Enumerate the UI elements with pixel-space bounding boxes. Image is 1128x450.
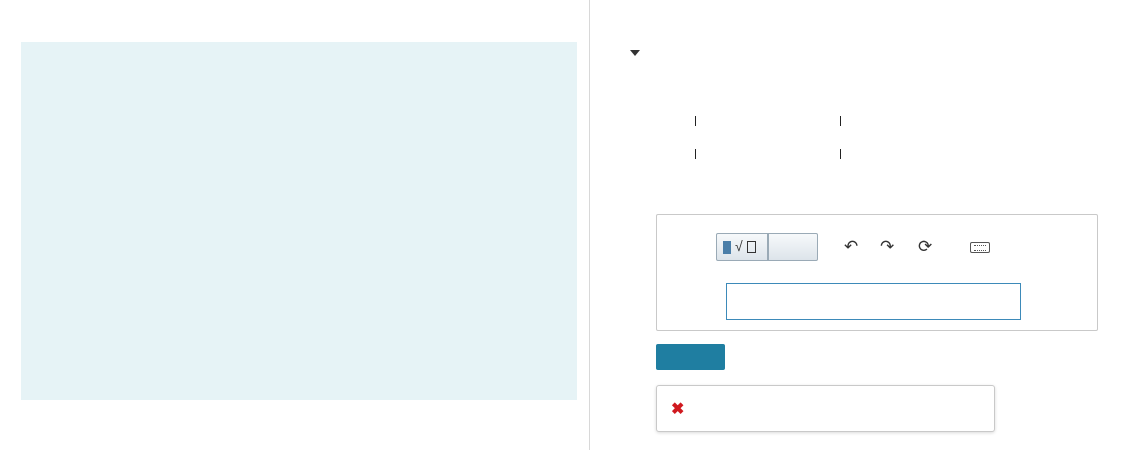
collapse-caret-icon[interactable] — [630, 50, 640, 56]
bond-line — [840, 116, 841, 126]
bond-line — [695, 116, 696, 126]
redo-icon[interactable]: ↷ — [880, 237, 895, 256]
bond-line — [695, 149, 696, 159]
reset-icon[interactable]: ⟳ — [918, 237, 933, 256]
templates-button[interactable] — [716, 233, 768, 261]
greek-symbols-button[interactable] — [768, 233, 818, 261]
keyboard-icon[interactable] — [970, 242, 990, 253]
x-icon: ✖ — [671, 401, 685, 418]
bond-enthalpy-panel — [21, 42, 577, 400]
panel-divider — [589, 0, 590, 450]
template-block-icon — [723, 241, 731, 254]
bond-line — [840, 149, 841, 159]
submit-button[interactable] — [656, 344, 725, 370]
feedback-box — [656, 385, 995, 432]
radicand-box-icon — [747, 241, 756, 253]
undo-icon[interactable]: ↶ — [844, 237, 859, 256]
reaction-equation — [656, 98, 986, 178]
sqrt-icon: √ — [735, 238, 743, 254]
answer-input[interactable] — [726, 283, 1021, 320]
